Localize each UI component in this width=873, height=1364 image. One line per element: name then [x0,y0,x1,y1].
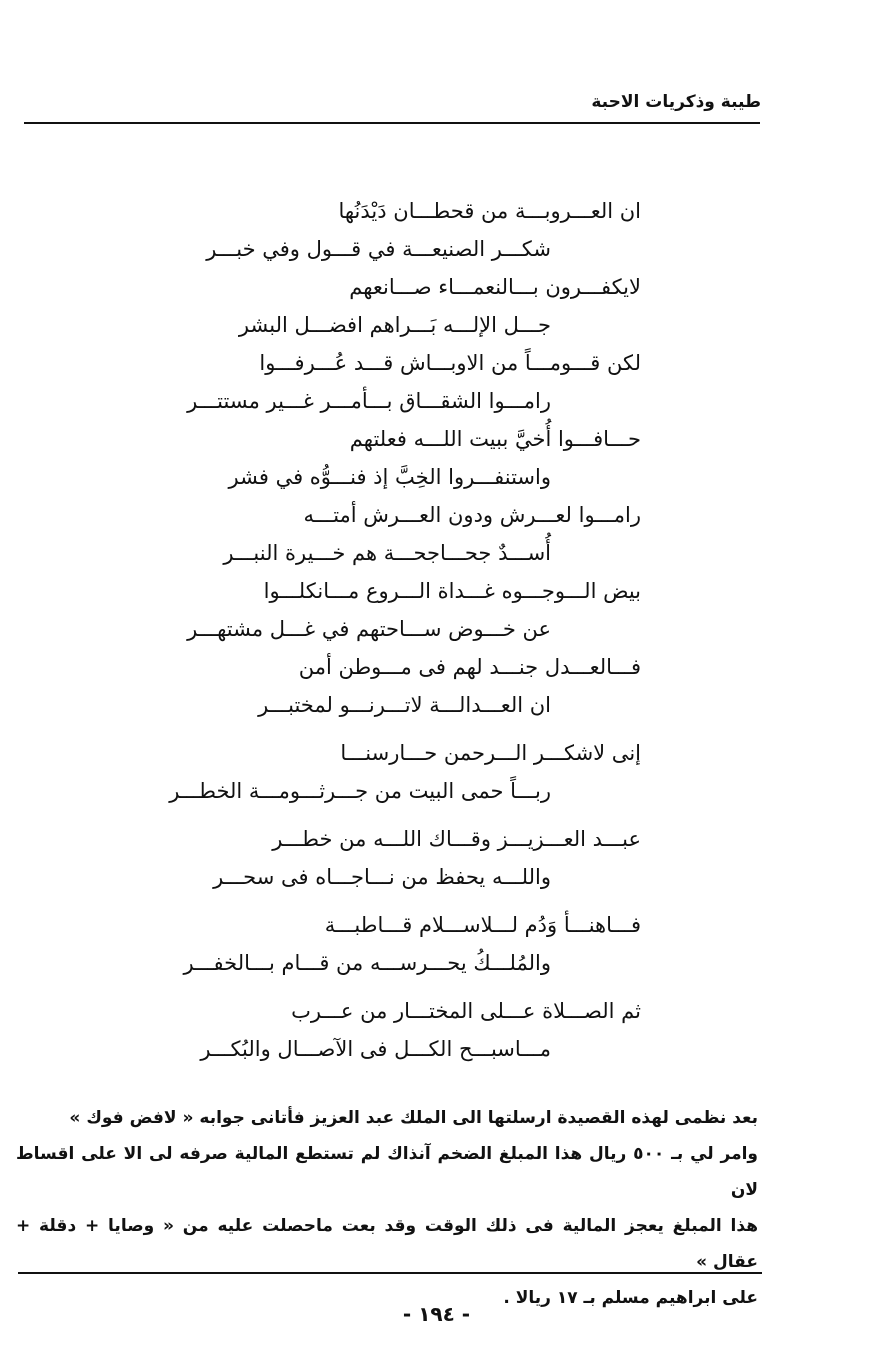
poem-verse [0,737,873,813]
poem-verse [0,423,873,499]
verse-second-hemistich: ان العـــدالـــة لاتـــرنـــو لمختبـــر [258,693,551,717]
prose-line: هذا المبلغ يعجز المالية فى ذلك الوقت وقد بعت ماحصلت عليه من « وصايا + دقلة + عقال » [16,1216,758,1272]
verse-second-hemistich: رامـــوا الشقـــاق بـــأمـــر غـــير مستتـــر [187,389,551,413]
poem-verse [0,195,873,271]
verse-first-hemistich: لكن قـــومـــاً من الاوبـــاش قـــد عُـــرفـــوا [259,351,641,375]
page-number: - ١٩٤ - [402,1302,471,1326]
verse-first-hemistich: لايكفـــرون بـــالنعمـــاء صـــانعهم [349,275,641,299]
prose-line: وامر لي بـ ٥٠٠ ريال هذا المبلغ الضخم آنذاك لم تستطع المالية صرفه لى الا على اقساط لان [16,1144,759,1200]
verse-first-hemistich: فـــالعـــدل جنـــد لهم فى مـــوطن أمن [298,655,641,679]
verse-first-hemistich: إنى لاشكـــر الـــرحمن حـــارسنـــا [340,741,641,765]
poem-verse [0,499,873,575]
verse-second-hemistich: شكـــر الصنيعـــة في قـــول وفي خبـــر [206,237,551,261]
verse-second-hemistich: أُســـدٌ جحـــاجحـــة هم خـــيرة النبـــر [223,541,551,565]
poem-verse [0,823,873,899]
verse-first-hemistich: بيض الـــوجـــوه غـــداة الـــروع مـــانكلـــوا [263,579,641,603]
verse-first-hemistich: حـــافـــوا أُخيَّ ببيت اللـــه فعلتهم [349,427,641,451]
poem-verse [0,909,873,985]
verse-second-hemistich: عن خـــوض ســـاحتهم في غـــل مشتهـــر [187,617,551,641]
verse-first-hemistich: فـــاهنـــأ وَدُم لـــلاســـلام قـــاطبـــة [324,913,641,937]
running-title: طيبة وذكريات الاحبة [591,92,761,112]
prose-line: بعد نظمى لهذه القصيدة ارسلتها الى الملك عبد العزيز فأتانى جوابه « لافض فوك » [69,1108,758,1128]
poem-verse [0,995,873,1071]
verse-second-hemistich: واللـــه يحفظ من نـــاجـــاه فى سحـــر [213,865,551,889]
poem-verse [0,347,873,423]
verse-second-hemistich: والمُلـــكُ يحـــرســـه من قـــام بـــالخفـــر [183,951,551,975]
poem-verse [0,651,873,727]
header-divider [24,122,760,124]
poem-verse [0,575,873,651]
verse-second-hemistich: مـــاسبـــح الكـــل فى الآصـــال والبُكـــر [200,1037,551,1061]
verse-second-hemistich: ربـــاً حمى البيت من جـــرثـــومـــة الخطـــر [169,779,551,803]
prose-line: على ابراهيم مسلم بـ ١٧ ريالا . [503,1288,758,1308]
verse-second-hemistich: واستنفـــروا الخِبَّ إذ فنـــوُّه في فشر [228,465,551,489]
poem [0,195,873,1071]
poem-verse [0,271,873,347]
verse-second-hemistich: جـــل الإلـــه بَـــراهم افضـــل البشر [238,313,551,337]
footer-divider [18,1272,762,1274]
verse-first-hemistich: رامـــوا لعـــرش ودون العـــرش أمتـــه [303,503,641,527]
prose-paragraph [16,1100,758,1316]
verse-first-hemistich: عبـــد العـــزيـــز وقـــاك اللـــه من خطـــر [272,827,641,851]
verse-first-hemistich: ثم الصـــلاة عـــلى المختـــار من عـــرب [291,999,641,1023]
verse-first-hemistich: ان العـــروبـــة من قحطـــان دَيْدَنُها [338,199,641,223]
